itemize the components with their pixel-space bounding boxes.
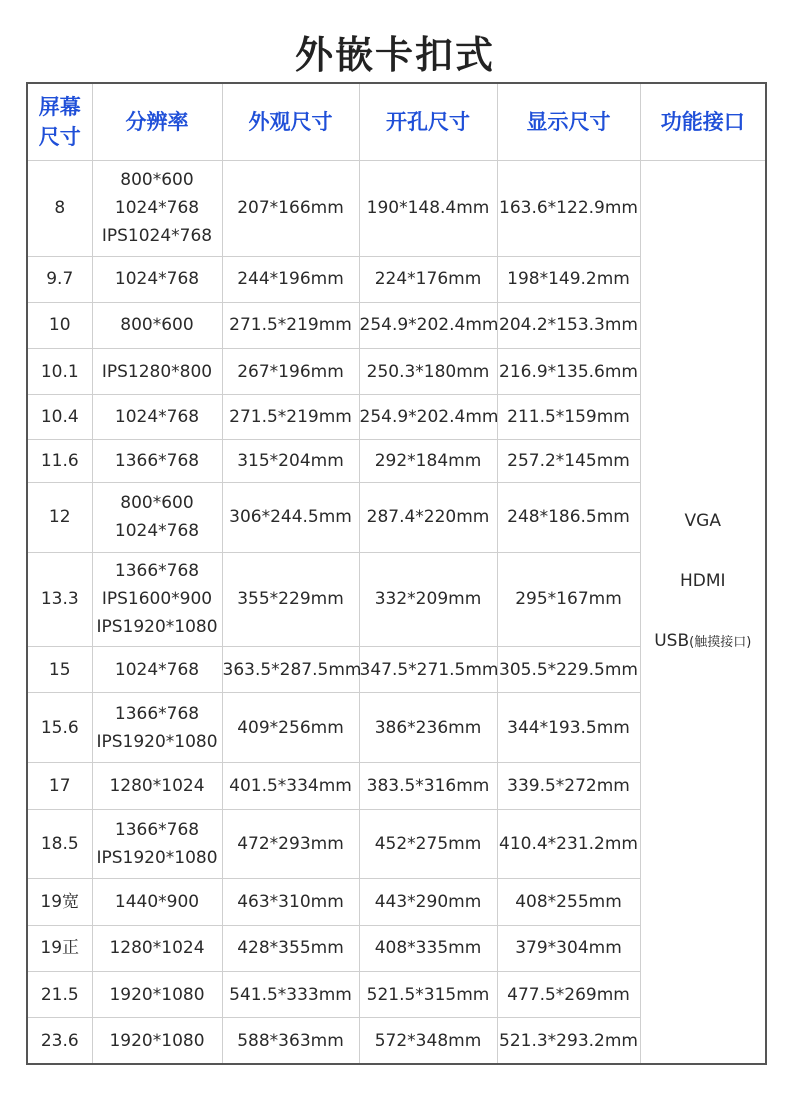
cell-screen-size: 19正 xyxy=(27,925,92,971)
cell-display-size: 216.9*135.6mm xyxy=(497,349,640,395)
cell-display-size: 211.5*159mm xyxy=(497,395,640,439)
resolution-value: IPS1280*800 xyxy=(101,361,213,382)
cell-resolution xyxy=(92,1018,222,1064)
resolution-value: 1024*768 xyxy=(114,198,200,219)
cell-resolution xyxy=(92,552,222,647)
cell-display-size: 257.2*145mm xyxy=(497,439,640,482)
cell-outer-size: 267*196mm xyxy=(222,349,359,395)
resolution-value: 1366*768 xyxy=(114,819,200,840)
cell-hole-size: 408*335mm xyxy=(359,925,497,971)
cell-display-size: 477.5*269mm xyxy=(497,971,640,1017)
cell-screen-size: 10 xyxy=(27,302,92,348)
cell-resolution xyxy=(92,482,222,552)
resolution-value: 800*600 xyxy=(120,315,194,336)
cell-screen-size: 21.5 xyxy=(27,971,92,1017)
cell-display-size: 305.5*229.5mm xyxy=(497,647,640,693)
cell-outer-size: 401.5*334mm xyxy=(222,763,359,809)
cell-outer-size: 244*196mm xyxy=(222,256,359,302)
cell-outer-size: 363.5*287.5mm xyxy=(222,647,359,693)
header-interface: 功能接口 xyxy=(640,83,766,161)
cell-outer-size: 315*204mm xyxy=(222,439,359,482)
interface-vga: VGA xyxy=(684,511,721,531)
cell-hole-size: 443*290mm xyxy=(359,879,497,925)
header-screen-size-line2: 尺寸 xyxy=(38,125,81,149)
cell-hole-size: 332*209mm xyxy=(359,552,497,647)
cell-resolution xyxy=(92,161,222,257)
header-resolution: 分辨率 xyxy=(92,83,222,161)
cell-interface xyxy=(640,161,766,1065)
cell-screen-size: 15.6 xyxy=(27,693,92,763)
resolution-value: IPS1920*1080 xyxy=(96,617,218,638)
header-outer-size: 外观尺寸 xyxy=(222,83,359,161)
cell-outer-size: 541.5*333mm xyxy=(222,971,359,1017)
resolution-value: 1366*768 xyxy=(114,703,200,724)
cell-hole-size: 287.4*220mm xyxy=(359,482,497,552)
cell-screen-size: 19宽 xyxy=(27,879,92,925)
cell-hole-size: 190*148.4mm xyxy=(359,161,497,257)
resolution-value: IPS1920*1080 xyxy=(96,847,218,868)
table-row xyxy=(27,161,766,257)
cell-screen-size: 23.6 xyxy=(27,1018,92,1064)
cell-screen-size: 10.1 xyxy=(27,349,92,395)
cell-resolution xyxy=(92,763,222,809)
cell-resolution xyxy=(92,925,222,971)
cell-screen-size: 8 xyxy=(27,161,92,257)
cell-display-size: 163.6*122.9mm xyxy=(497,161,640,257)
resolution-value: 1024*768 xyxy=(114,659,200,680)
cell-display-size: 295*167mm xyxy=(497,552,640,647)
header-display-size: 显示尺寸 xyxy=(497,83,640,161)
cell-outer-size: 271.5*219mm xyxy=(222,395,359,439)
interface-hdmi: HDMI xyxy=(679,571,726,591)
cell-hole-size: 452*275mm xyxy=(359,809,497,879)
cell-resolution xyxy=(92,971,222,1017)
cell-hole-size: 347.5*271.5mm xyxy=(359,647,497,693)
resolution-value: 1280*1024 xyxy=(109,775,205,796)
cell-display-size: 344*193.5mm xyxy=(497,693,640,763)
cell-display-size: 410.4*231.2mm xyxy=(497,809,640,879)
cell-screen-size: 18.5 xyxy=(27,809,92,879)
cell-resolution xyxy=(92,879,222,925)
cell-screen-size: 17 xyxy=(27,763,92,809)
cell-resolution xyxy=(92,693,222,763)
cell-resolution xyxy=(92,395,222,439)
resolution-value: 1440*900 xyxy=(114,892,200,913)
cell-outer-size: 306*244.5mm xyxy=(222,482,359,552)
interface-usb-label: USB xyxy=(654,631,690,651)
resolution-value: 1024*768 xyxy=(114,521,200,542)
cell-hole-size: 254.9*202.4mm xyxy=(359,395,497,439)
page-title: 外嵌卡扣式 xyxy=(294,33,495,77)
cell-hole-size: 224*176mm xyxy=(359,256,497,302)
cell-display-size: 198*149.2mm xyxy=(497,256,640,302)
cell-outer-size: 409*256mm xyxy=(222,693,359,763)
resolution-value: IPS1920*1080 xyxy=(96,731,218,752)
cell-display-size: 379*304mm xyxy=(497,925,640,971)
cell-resolution xyxy=(92,256,222,302)
cell-screen-size: 12 xyxy=(27,482,92,552)
cell-outer-size: 428*355mm xyxy=(222,925,359,971)
cell-resolution xyxy=(92,302,222,348)
resolution-value: 1280*1024 xyxy=(109,938,205,959)
cell-screen-size: 9.7 xyxy=(27,256,92,302)
header-hole-size: 开孔尺寸 xyxy=(359,83,497,161)
resolution-value: 1366*768 xyxy=(114,450,200,471)
cell-screen-size: 10.4 xyxy=(27,395,92,439)
interface-usb-note: (触摸接口) xyxy=(689,635,752,650)
cell-screen-size: 11.6 xyxy=(27,439,92,482)
cell-display-size: 339.5*272mm xyxy=(497,763,640,809)
header-screen-size-line1: 屏幕 xyxy=(38,95,81,119)
resolution-value: 800*600 xyxy=(120,170,194,191)
header-row xyxy=(27,83,766,161)
resolution-value: IPS1024*768 xyxy=(101,226,213,247)
cell-hole-size: 250.3*180mm xyxy=(359,349,497,395)
cell-outer-size: 472*293mm xyxy=(222,809,359,879)
cell-hole-size: 292*184mm xyxy=(359,439,497,482)
cell-resolution xyxy=(92,439,222,482)
header-screen-size xyxy=(27,83,92,161)
cell-screen-size: 13.3 xyxy=(27,552,92,647)
interface-usb xyxy=(641,611,766,673)
cell-hole-size: 383.5*316mm xyxy=(359,763,497,809)
spec-table xyxy=(26,82,767,1065)
cell-resolution xyxy=(92,349,222,395)
cell-outer-size: 271.5*219mm xyxy=(222,302,359,348)
cell-outer-size: 355*229mm xyxy=(222,552,359,647)
cell-outer-size: 207*166mm xyxy=(222,161,359,257)
cell-screen-size: 15 xyxy=(27,647,92,693)
resolution-value: 1024*768 xyxy=(114,269,200,290)
cell-resolution xyxy=(92,809,222,879)
cell-hole-size: 572*348mm xyxy=(359,1018,497,1064)
resolution-value: 800*600 xyxy=(120,493,194,514)
cell-display-size: 248*186.5mm xyxy=(497,482,640,552)
cell-hole-size: 386*236mm xyxy=(359,693,497,763)
cell-outer-size: 588*363mm xyxy=(222,1018,359,1064)
resolution-value: 1920*1080 xyxy=(109,984,205,1005)
cell-display-size: 204.2*153.3mm xyxy=(497,302,640,348)
cell-hole-size: 521.5*315mm xyxy=(359,971,497,1017)
cell-outer-size: 463*310mm xyxy=(222,879,359,925)
cell-display-size: 408*255mm xyxy=(497,879,640,925)
resolution-value: IPS1600*900 xyxy=(101,589,213,610)
cell-resolution xyxy=(92,647,222,693)
cell-display-size: 521.3*293.2mm xyxy=(497,1018,640,1064)
resolution-value: 1024*768 xyxy=(114,406,200,427)
resolution-value: 1366*768 xyxy=(114,561,200,582)
cell-hole-size: 254.9*202.4mm xyxy=(359,302,497,348)
resolution-value: 1920*1080 xyxy=(109,1030,205,1051)
